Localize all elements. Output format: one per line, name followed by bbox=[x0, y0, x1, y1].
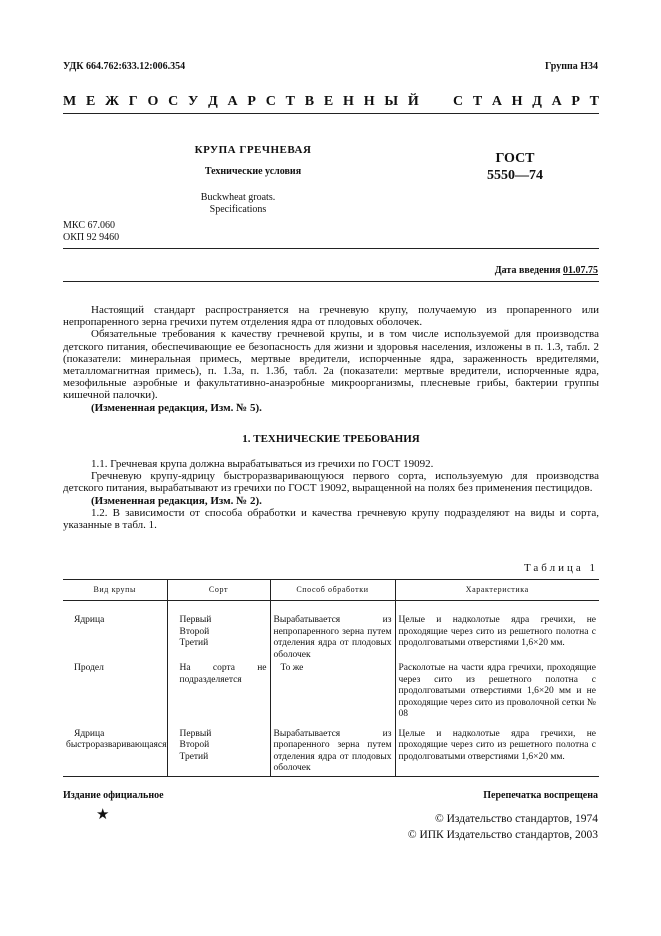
introduction-date bbox=[495, 265, 598, 276]
grade-item: На сорта не подразделяется bbox=[179, 663, 267, 685]
table-row bbox=[63, 661, 599, 721]
introduction-date-value: 01.07.75 bbox=[563, 265, 598, 276]
official-edition-label: Издание официальное bbox=[63, 790, 164, 801]
date-divider bbox=[63, 281, 599, 282]
okp-code: ОКП 92 9460 bbox=[63, 232, 120, 243]
table-caption: Таблица 1 bbox=[523, 562, 598, 574]
clause-1-1: 1.1. Гречневая крупа должна вырабатываться из гречихи по ГОСТ 19092. bbox=[91, 458, 434, 470]
cell-kind: Продел bbox=[74, 663, 104, 673]
preamble bbox=[63, 304, 599, 414]
english-title bbox=[155, 192, 321, 216]
grade-item: Первый bbox=[179, 728, 212, 739]
section-body bbox=[63, 458, 599, 531]
cell-description: Расколотые на части ядра гречихи, проходящие через сито из решетного полотна с продолговатыми отверстиями 1,6×20 мм и не проходящие через сито из проволочной сетки № 08 bbox=[395, 661, 599, 721]
header-method: Способ обработки bbox=[270, 580, 395, 601]
star-icon: ★ bbox=[96, 805, 110, 823]
cell-description: Целые и надколотые ядра гречихи, не проходящие через сито из решетного полотна с продолговатыми отверстиями 1,6×20 мм. bbox=[395, 601, 599, 662]
standard-banner bbox=[63, 94, 599, 110]
header-description: Характеристика bbox=[395, 580, 599, 601]
banner-divider bbox=[63, 113, 599, 114]
banner-word-interstate: М Е Ж Г О С У Д А Р С Т В Е Н Н Ы Й bbox=[63, 94, 419, 109]
cell-method: Вырабатывается из пропаренного зерна путем отделения ядра от плодовых оболочек bbox=[270, 721, 395, 777]
mks-code: МКС 67.060 bbox=[63, 220, 115, 231]
clause-1-1-addition: Гречневую крупу-ядрицу быстроразваривающуюся первого сорта, используемую для производства детского питания, вырабатывают из гречихи по ГОСТ 19092, выращенной на полях без применения пестицидов. bbox=[63, 470, 599, 495]
table-row bbox=[63, 721, 599, 777]
table-row bbox=[63, 601, 599, 662]
udk-code: УДК 664.762:633.12:006.354 bbox=[63, 61, 186, 72]
grade-item: Третий bbox=[179, 751, 209, 762]
copyright-1974: © Издательство стандартов, 1974 bbox=[434, 813, 598, 825]
cell-grades bbox=[167, 661, 270, 721]
cell-description: Целые и надколотые ядра гречихи, не проходящие через сито из решетного полотна с продолговатыми отверстиями 1,6×20 мм. bbox=[395, 721, 599, 777]
table-bottom-divider bbox=[63, 776, 599, 777]
gost-label: ГОСТ bbox=[495, 151, 535, 166]
cell-kind: Ядрица bbox=[74, 615, 105, 625]
english-title-line2: Specifications bbox=[209, 204, 267, 215]
standard-subtitle: Технические условия bbox=[204, 166, 302, 177]
grade-item: Третий bbox=[179, 638, 209, 648]
copyright-block bbox=[408, 811, 598, 843]
introduction-date-label: Дата введения bbox=[494, 265, 561, 276]
gost-number: 5550—74 bbox=[487, 168, 543, 183]
standard-title: КРУПА ГРЕЧНЕВАЯ bbox=[194, 144, 312, 156]
section-title: 1. ТЕХНИЧЕСКИЕ ТРЕБОВАНИЯ bbox=[242, 433, 420, 445]
header-divider bbox=[63, 248, 599, 249]
clause-1-1-amendment: (Измененная редакция, Изм. № 2). bbox=[91, 494, 262, 507]
clause-1-2: 1.2. В зависимости от способа обработки и качества гречневую крупу подразделяют на виды и сорта, указанные в табл. 1. bbox=[63, 506, 599, 532]
preamble-amendment: (Измененная редакция, Изм. № 5). bbox=[91, 401, 262, 414]
cell-grades bbox=[167, 601, 270, 662]
cell-method: Вырабатывается из непропаренного зерна путем отделения ядра от плодовых оболочек bbox=[270, 601, 395, 662]
classification-codes bbox=[63, 220, 119, 244]
header-kind: Вид крупы bbox=[63, 580, 167, 601]
cell-grades bbox=[167, 721, 270, 777]
grade-item: Второй bbox=[179, 740, 210, 750]
english-title-line1: Buckwheat groats. bbox=[200, 192, 276, 203]
cell-kind: Ядрица быстроразваривающаяся bbox=[66, 728, 167, 750]
group-code: Группа Н34 bbox=[545, 61, 598, 72]
header-grade: Сорт bbox=[167, 580, 270, 601]
reprint-prohibited-label: Перепечатка воспрещена bbox=[483, 790, 598, 801]
table-header-row bbox=[63, 580, 599, 601]
grade-item: Второй bbox=[179, 626, 210, 637]
banner-word-standard: С Т А Н Д А Р Т bbox=[453, 94, 599, 109]
gost-designation bbox=[470, 150, 560, 184]
preamble-requirements: Обязательные требования к качеству гречневой крупы, и в том числе используемой для производства детского питания, обеспечивающие ее безопасность для жизни и здоровья населения, изложены в п. 1.3, табл. 2 (показатели: минеральная примесь, мертвые вредители, испорченные ядра, зараженность вредителями, металломагнитная примесь), п. 1.3а, п. 1.3б, табл. 2а (показатели: мертвые вредители, испорченные ядра, мезофильные аэробные и факультативно-анаэробные микроорганизмы, плесневые грибы, бактерии группы кишечной палочки). bbox=[63, 328, 599, 402]
cell-method: То же bbox=[270, 661, 395, 721]
table-1 bbox=[63, 579, 599, 777]
preamble-scope: Настоящий стандарт распространяется на гречневую крупу, получаемую из пропаренного или непропаренного зерна гречихи путем отделения ядра от плодовых оболочек. bbox=[63, 304, 599, 329]
grade-item: Первый bbox=[179, 615, 212, 625]
copyright-2003: © ИПК Издательство стандартов, 2003 bbox=[407, 829, 598, 841]
